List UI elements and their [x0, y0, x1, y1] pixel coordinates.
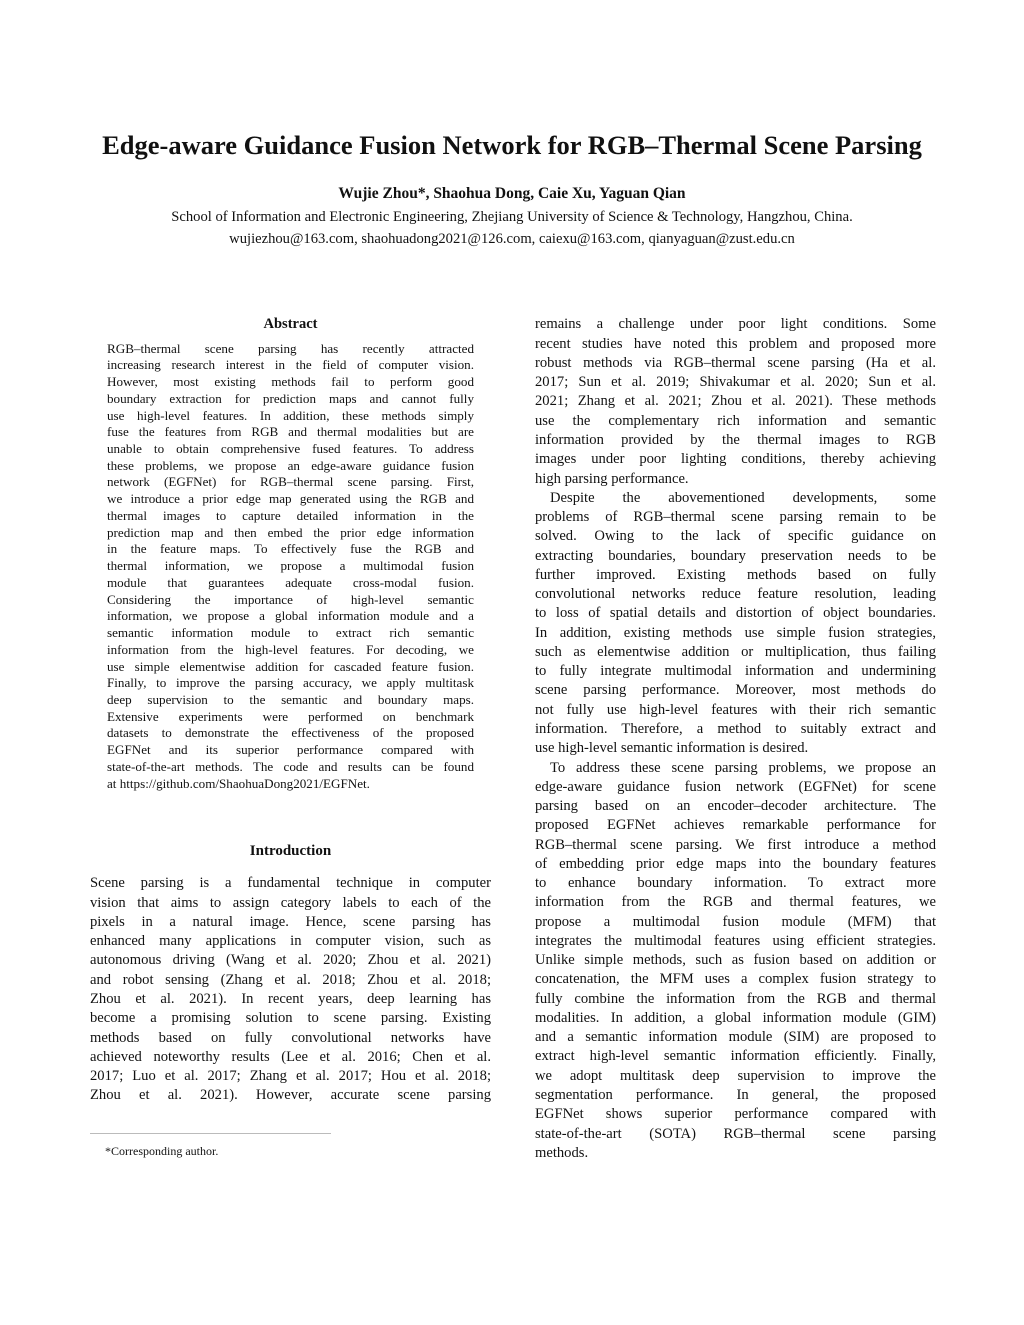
text-line: Unlike simple methods, such as fusion based on addition or	[535, 952, 936, 969]
text-line: become a promising solution to scene parsing. Existing	[90, 1010, 491, 1027]
text-line: EGFNet shows superior performance compared with	[535, 1106, 936, 1123]
text-line: In addition, existing methods use simple fusion strategies,	[535, 624, 936, 641]
text-line: at https://github.com/ShaohuaDong2021/EGFNet.	[107, 775, 370, 791]
text-line: integrates the multimodal features using efficient strategies.	[535, 932, 936, 949]
text-line: Zhou et al. 2021). In recent years, deep learning has	[90, 990, 491, 1007]
text-line: not fully use high-level features with their rich semantic	[535, 701, 936, 718]
text-line: of embedding prior edge maps into the boundary features	[535, 855, 936, 872]
text-line: 2017; Sun et al. 2019; Shivakumar et al. 2020; Sun et al.	[535, 374, 936, 391]
text-line: such as elementwise addition or multiplication, thus failing	[535, 643, 936, 660]
paper-title: Edge-aware Guidance Fusion Network for RGB–Thermal Scene Parsing	[102, 130, 922, 160]
text-line: network (EGFNet) for RGB–thermal scene parsing. First,	[107, 474, 474, 490]
text-line: in the feature maps. To effectively fuse the RGB and	[107, 541, 474, 557]
text-line: remains a challenge under poor light conditions. Some	[535, 316, 936, 333]
text-line: use the complementary rich information and semantic	[535, 412, 936, 429]
text-line: to loss of spatial details and distortion of object boundaries.	[535, 605, 936, 622]
text-line: information provided by the thermal images to RGB	[535, 431, 936, 448]
text-line: To address these scene parsing problems, we propose an	[550, 759, 936, 776]
text-line: segmentation performance. In general, the proposed	[535, 1087, 936, 1104]
text-line: achieved noteworthy results (Lee et al. 2016; Chen et al.	[90, 1048, 491, 1065]
text-line: parsing based on an encoder–decoder architecture. The	[535, 798, 936, 815]
text-line: 2021; Zhang et al. 2021; Zhou et al. 2021). These methods	[535, 393, 936, 410]
footnote: *Corresponding author.	[105, 1144, 219, 1158]
text-line: boundary extraction for prediction maps and cannot fully	[107, 390, 474, 406]
text-line: Scene parsing is a fundamental technique in computer	[90, 875, 491, 892]
text-line: propose a multimodal fusion module (MFM) that	[535, 913, 936, 930]
text-line: However, most existing methods fail to perform good	[107, 374, 474, 390]
text-line: state-of-the-art (SOTA) RGB–thermal scene parsing	[535, 1125, 936, 1142]
text-line: pixels in a natural image. Hence, scene parsing has	[90, 913, 491, 930]
text-line: Finally, to improve the parsing accuracy, we apply multitask	[107, 675, 474, 691]
text-line: scene parsing performance. Moreover, most methods do	[535, 682, 936, 699]
abstract-heading: Abstract	[263, 316, 318, 332]
text-line: use simple elementwise addition for cascaded feature fusion.	[107, 658, 474, 674]
text-line: modalities. In addition, a global information module (GIM)	[535, 1009, 936, 1026]
text-line: 2017; Luo et al. 2017; Zhang et al. 2017; Hou et al. 2018;	[90, 1068, 491, 1085]
text-line: robust methods via RGB–thermal scene parsing (Ha et al.	[535, 354, 936, 371]
text-line: use high-level features. In addition, these methods simply	[107, 407, 474, 423]
text-line: recent studies have noted this problem and proposed more	[535, 335, 936, 352]
text-line: methods based on fully convolutional networks have	[90, 1029, 491, 1046]
text-line: state-of-the-art methods. The code and results can be found	[107, 758, 474, 774]
author-emails: wujiezhou@163.com, shaohuadong2021@126.com, caiexu@163.com, qianyaguan@zust.edu.cn	[229, 231, 795, 247]
text-line: increasing research interest in the field of computer vision.	[107, 357, 474, 373]
author-list: Wujie Zhou*, Shaohua Dong, Caie Xu, Yaguan Qian	[338, 185, 686, 202]
text-line: we adopt multitask deep supervision to improve the	[535, 1067, 936, 1084]
text-line: semantic information module to extract rich semantic	[107, 625, 474, 641]
introduction-heading: Introduction	[249, 843, 332, 859]
text-line: fuse the features from RGB and thermal modalities but are	[107, 424, 474, 440]
text-line: high parsing performance.	[535, 470, 689, 487]
text-line: concatenation, the MFM uses a complex fusion strategy to	[535, 971, 936, 988]
affiliation: School of Information and Electronic Engineering, Zhejiang University of Science & Technology, Hangzhou, China.	[171, 209, 853, 225]
text-line: and a semantic information module (SIM) are proposed to	[535, 1029, 936, 1046]
paragraph	[535, 759, 936, 1164]
text-line: convolutional networks reduce feature resolution, leading	[535, 586, 936, 603]
text-line: information. Therefore, a method to suitably extract and	[535, 720, 936, 737]
text-line: these problems, we propose an edge-aware guidance fusion	[107, 457, 474, 473]
text-line: enhanced many applications in computer vision, such as	[90, 933, 491, 950]
text-line: images under poor lighting conditions, thereby achieving	[535, 451, 936, 468]
text-line: edge-aware guidance fusion network (EGFNet) for scene	[535, 778, 936, 795]
text-line: RGB–thermal scene parsing. We first introduce a method	[535, 836, 936, 853]
text-line: and robot sensing (Zhang et al. 2018; Zhou et al. 2018;	[90, 971, 491, 988]
text-line: fully combine the information from the RGB and thermal	[535, 990, 936, 1007]
text-line: Despite the abovementioned developments, some	[550, 489, 936, 506]
text-line: to fully integrate multimodal information and undermining	[535, 663, 936, 680]
text-line: to enhance boundary information. To extract more	[535, 875, 936, 892]
text-line: thermal images to capture detailed information in the	[107, 507, 474, 523]
text-line: Extensive experiments were performed on benchmark	[107, 708, 474, 724]
text-line: extracting boundaries, boundary preservation needs to be	[535, 547, 936, 564]
text-line: vision that aims to assign category labels to each of the	[90, 894, 491, 911]
text-line: RGB–thermal scene parsing has recently attracted	[107, 340, 474, 356]
introduction-left-column	[90, 874, 491, 1105]
text-line: use high-level semantic information is desired.	[535, 740, 809, 757]
text-line: Zhou et al. 2021). However, accurate scene parsing	[90, 1087, 491, 1104]
introduction-right-column	[535, 315, 936, 1163]
text-line: problems of RGB–thermal scene parsing remain to be	[535, 509, 936, 526]
text-line: datasets to demonstrate the effectiveness of the proposed	[107, 725, 474, 741]
text-line: unable to obtain comprehensive fused features. To address	[107, 441, 474, 456]
abstract-body	[107, 341, 474, 793]
text-line: thermal information, we propose a multimodal fusion	[107, 558, 474, 574]
footnote-divider	[90, 1133, 331, 1134]
text-line: solved. Owing to the lack of specific guidance on	[535, 528, 936, 545]
text-line: we introduce a prior edge map generated using the RGB and	[107, 491, 474, 507]
text-line: EGFNet and its superior performance compared with	[107, 742, 474, 758]
text-line: methods.	[535, 1144, 589, 1161]
text-line: further improved. Existing methods based on fully	[535, 566, 936, 583]
text-line: Considering the importance of high-level semantic	[107, 591, 474, 607]
text-line: proposed EGFNet achieves remarkable performance for	[535, 817, 936, 834]
text-line: extract high-level semantic information efficiently. Finally,	[535, 1048, 936, 1065]
text-line: module that guarantees adequate cross-modal fusion.	[107, 574, 474, 590]
text-line: information from the RGB and thermal features, we	[535, 894, 936, 911]
paragraph	[535, 315, 936, 488]
paragraph	[535, 489, 936, 759]
text-line: prediction map and then embed the prior edge information	[107, 524, 474, 540]
text-line: autonomous driving (Wang et al. 2020; Zhou et al. 2021)	[90, 952, 491, 969]
text-line: deep supervision to the semantic and boundary maps.	[107, 692, 474, 708]
text-line: information from the high-level features. For decoding, we	[107, 641, 474, 657]
text-line: information, we propose a global information module and a	[107, 608, 474, 624]
